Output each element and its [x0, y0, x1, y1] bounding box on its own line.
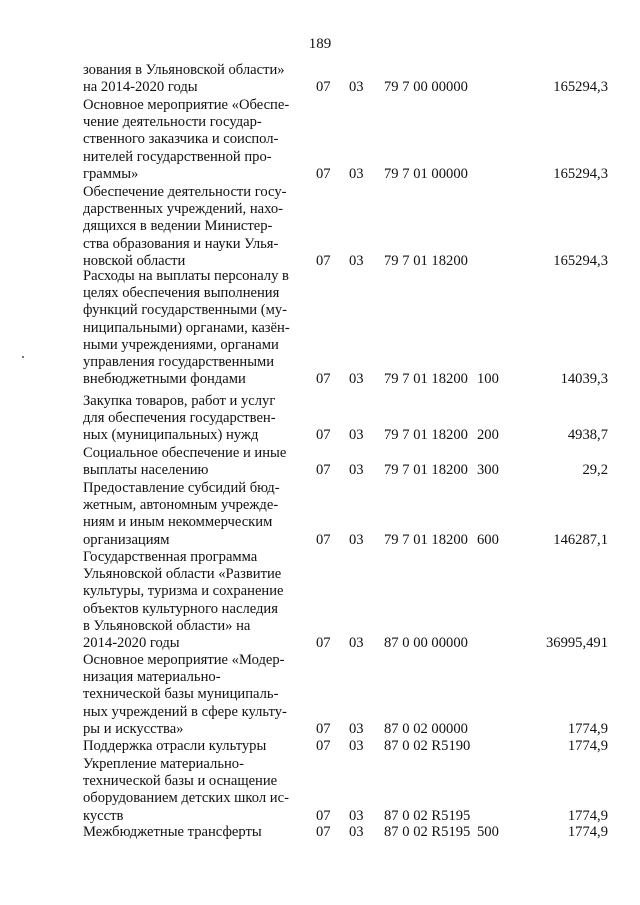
target-item-code: 87 0 02 R5195: [384, 807, 471, 824]
subsection-code: 03: [349, 807, 364, 824]
description-line: организациям: [83, 531, 170, 548]
description-line: для обеспечения государствен-: [83, 410, 276, 427]
amount: 1774,9: [567, 824, 608, 840]
target-item-code: 87 0 02 00000: [384, 720, 468, 737]
description-line: нителей государственной про-: [83, 148, 272, 165]
description-line: кусств: [83, 807, 124, 824]
amount: 165294,3: [553, 252, 608, 269]
expense-type-code: 200: [477, 427, 499, 444]
section-code: 07: [316, 738, 331, 754]
amount: 1774,9: [567, 720, 608, 737]
subsection-code: 03: [349, 462, 364, 479]
description-line: Предоставление субсидий бюд-: [83, 480, 280, 496]
target-item-code: 79 7 01 18200: [384, 462, 468, 479]
description-line: жетным, автономным учрежде-: [83, 497, 279, 514]
description-line: технической базы и оснащение: [83, 773, 278, 790]
description-line: технической базы муниципаль-: [83, 686, 279, 703]
row-description: [83, 480, 305, 549]
section-code: 07: [316, 427, 331, 444]
subsection-code: 03: [349, 635, 364, 651]
subsection-code: 03: [349, 720, 364, 737]
row-description: [83, 756, 305, 825]
subsection-code: 03: [349, 252, 364, 269]
description-line: управления государственными: [83, 354, 275, 371]
description-line: ственного заказчика и соиспол-: [83, 131, 279, 148]
description-line: целях обеспечения выполнения: [83, 285, 280, 302]
description-line: Поддержка отрасли культуры: [83, 738, 267, 754]
description-line: ных (муниципальных) нужд: [83, 427, 259, 444]
description-line: ниципальными) органами, казён-: [83, 319, 290, 336]
expense-type-code: 600: [477, 531, 499, 548]
section-code: 07: [316, 462, 331, 479]
description-line: ных учреждений в сфере культу-: [83, 703, 287, 720]
target-item-code: 79 7 01 18200: [384, 531, 468, 548]
target-item-code: 87 0 02 R5195: [384, 824, 471, 840]
section-code: 07: [316, 531, 331, 548]
description-line: Расходы на выплаты персоналу в: [83, 268, 289, 284]
description-line: в Ульяновской области» на: [83, 617, 251, 634]
section-code: 07: [316, 720, 331, 737]
target-item-code: 79 7 01 00000: [384, 165, 468, 182]
amount: 29,2: [582, 462, 608, 479]
subsection-code: 03: [349, 738, 364, 754]
row-description: [83, 62, 305, 96]
row-description: [83, 268, 305, 388]
description-line: Ульяновской области «Развитие: [83, 566, 282, 583]
target-item-code: 79 7 01 18200: [384, 371, 468, 388]
description-line: чение деятельности государ-: [83, 114, 262, 131]
description-line: Государственная программа: [83, 549, 258, 565]
subsection-code: 03: [349, 531, 364, 548]
description-line: ными учреждениями, органами: [83, 336, 279, 353]
description-line: на 2014-2020 годы: [83, 79, 198, 96]
amount: 4938,7: [567, 427, 608, 444]
description-line: Обеспечение деятельности госу-: [83, 184, 287, 200]
description-line: Основное мероприятие «Модер-: [83, 652, 285, 668]
section-code: 07: [316, 252, 331, 269]
description-line: объектов культурного наследия: [83, 600, 278, 617]
description-line: ства образования и науки Улья-: [83, 235, 279, 252]
amount: 165294,3: [553, 79, 608, 96]
expense-type-code: 100: [477, 371, 499, 388]
row-description: [83, 445, 305, 479]
description-line: функций государственными (му-: [83, 302, 288, 319]
section-code: 07: [316, 807, 331, 824]
page-number: 189: [308, 36, 332, 52]
amount: 146287,1: [553, 531, 608, 548]
row-description: [83, 549, 305, 652]
description-line: ры и искусства»: [83, 720, 184, 737]
target-item-code: 79 7 01 18200: [384, 427, 468, 444]
row-description: [83, 184, 305, 270]
description-line: Закупка товаров, работ и услуг: [83, 393, 276, 409]
amount: 165294,3: [553, 165, 608, 182]
subsection-code: 03: [349, 824, 364, 840]
description-line: выплаты населению: [83, 462, 209, 479]
description-line: культуры, туризма и сохранение: [83, 583, 284, 600]
description-line: ниям и иным некоммерческим: [83, 514, 273, 531]
row-description: [83, 97, 305, 183]
description-line: дарственных учреждений, нахо-: [83, 201, 284, 218]
description-line: Основное мероприятие «Обеспе-: [83, 97, 290, 113]
subsection-code: 03: [349, 165, 364, 182]
description-line: оборудованием детских школ ис-: [83, 790, 289, 807]
target-item-code: 79 7 00 00000: [384, 79, 468, 96]
row-description: [83, 824, 305, 841]
target-item-code: 79 7 01 18200: [384, 252, 468, 269]
description-line: граммы»: [83, 165, 139, 182]
expense-type-code: 500: [477, 824, 499, 840]
description-line: Межбюджетные трансферты: [83, 824, 262, 840]
description-line: низация материально-: [83, 669, 221, 686]
description-line: новской области: [83, 252, 186, 269]
section-code: 07: [316, 635, 331, 651]
amount: 1774,9: [567, 807, 608, 824]
subsection-code: 03: [349, 79, 364, 96]
expense-type-code: 300: [477, 462, 499, 479]
subsection-code: 03: [349, 427, 364, 444]
subsection-code: 03: [349, 371, 364, 388]
amount: 1774,9: [567, 738, 608, 754]
description-line: зования в Ульяновской области»: [83, 62, 285, 78]
section-code: 07: [316, 824, 331, 840]
section-code: 07: [316, 79, 331, 96]
description-line: Социальное обеспечение и иные: [83, 445, 287, 461]
section-code: 07: [316, 371, 331, 388]
row-description: [83, 652, 305, 738]
target-item-code: 87 0 02 R5190: [384, 738, 471, 754]
amount: 14039,3: [560, 371, 608, 388]
row-description: [83, 738, 305, 755]
row-description: [83, 393, 305, 445]
amount: 36995,491: [545, 635, 608, 651]
target-item-code: 87 0 00 00000: [384, 635, 468, 651]
description-line: 2014-2020 годы: [83, 635, 180, 652]
description-line: дящихся в ведении Министер-: [83, 218, 273, 235]
section-code: 07: [316, 165, 331, 182]
description-line: внебюджетными фондами: [83, 371, 246, 388]
description-line: Укрепление материально-: [83, 756, 244, 772]
